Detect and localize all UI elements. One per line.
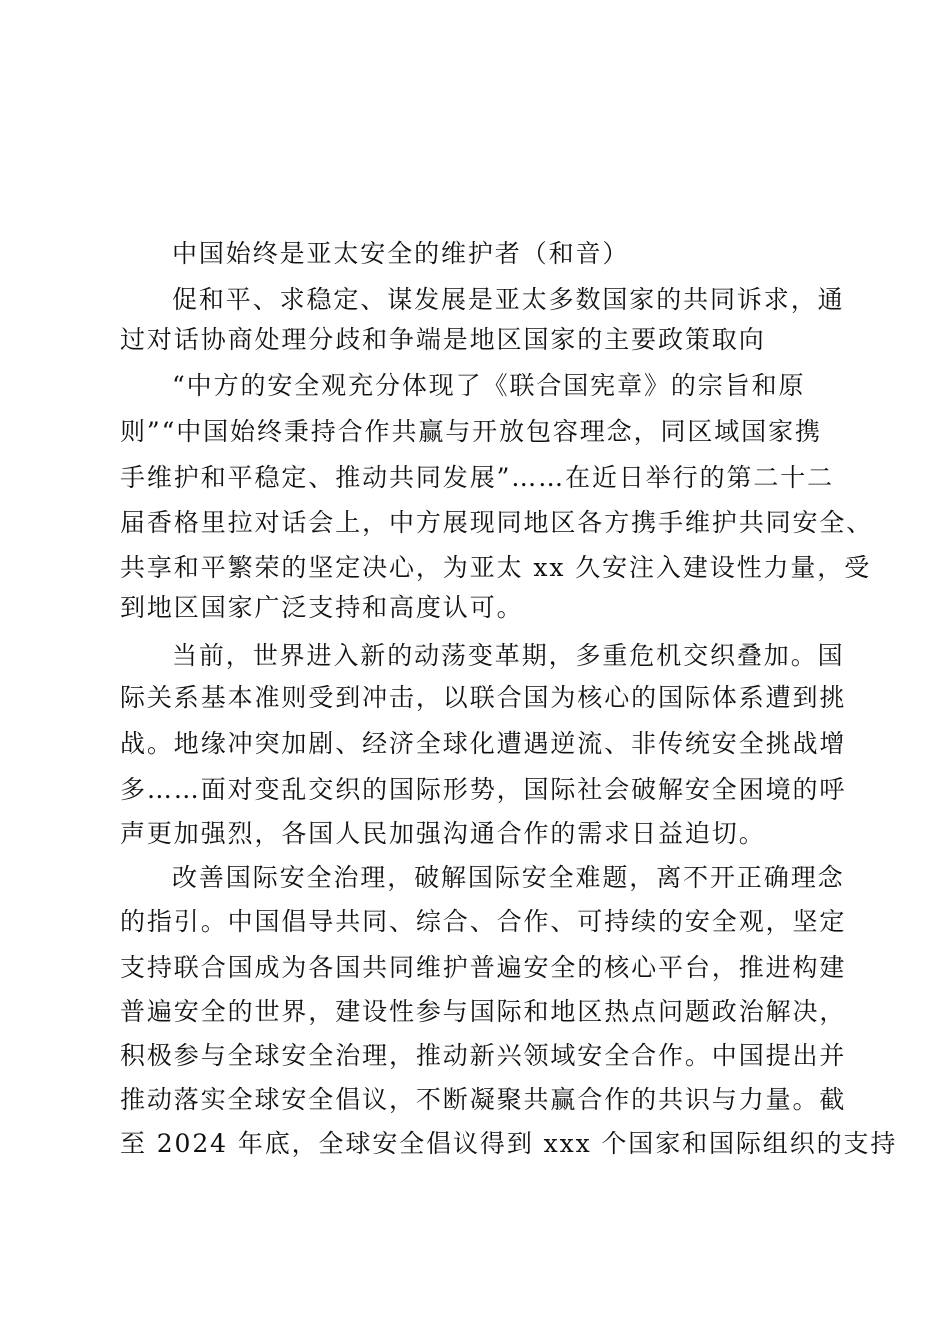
paragraph-4-line-6: 推动落实全球安全倡议，不断凝聚共赢合作的共识与力量。截 (120, 1085, 847, 1114)
paragraph-4-line-4: 普遍安全的世界，建设性参与国际和地区热点问题政治解决， (120, 997, 847, 1026)
paragraph-2-line-5: 共享和平繁荣的坚定决心，为亚太 xx 久安注入建设性力量，受 (120, 553, 872, 582)
paragraph-3-line-5: 声更加强烈，各国人民加强沟通合作的需求日益迫切。 (120, 819, 766, 848)
paragraph-4-line-1: 改善国际安全治理，破解国际安全难题，离不开正确理念 (172, 863, 845, 892)
paragraph-2-line-6: 到地区国家广泛支持和高度认可。 (120, 593, 524, 622)
paragraph-4-line-3: 支持联合国成为各国共同维护普遍安全的核心平台，推进构建 (120, 953, 847, 982)
paragraph-3-line-1: 当前，世界进入新的动荡变革期，多重危机交织叠加。国 (172, 641, 845, 670)
paragraph-3-line-3: 战。地缘冲突加剧、经济全球化遭遇逆流、非传统安全挑战增 (120, 729, 847, 758)
paragraph-2-line-2: 则”“中国始终秉持合作共赢与开放包容理念，同区域国家携 (120, 417, 822, 446)
paragraph-3-line-2: 际关系基本准则受到冲击，以联合国为核心的国际体系遭到挑 (120, 683, 847, 712)
paragraph-1-line-2: 过对话协商处理分歧和争端是地区国家的主要政策取向 (120, 325, 766, 354)
paragraph-4-line-5: 积极参与全球安全治理，推动新兴领域安全合作。中国提出并 (120, 1041, 847, 1070)
paragraph-4-line-7: 至 2024 年底，全球安全倡议得到 xxx 个国家和国际组织的支持 (120, 1129, 898, 1158)
paragraph-3-line-4: 多……面对变乱交织的国际形势，国际社会破解安全困境的呼 (120, 775, 847, 804)
paragraph-1-line-1: 促和平、求稳定、谋发展是亚太多数国家的共同诉求，通 (172, 285, 845, 314)
paragraph-2-line-1: “中方的安全观充分体现了《联合国宪章》的宗旨和原 (172, 371, 806, 400)
paragraph-2-line-3: 手维护和平稳定、推动共同发展”……在近日举行的第二十二 (120, 463, 835, 492)
paragraph-2-line-4: 届香格里拉对话会上，中方展现同地区各方携手维护共同安全、 (120, 508, 874, 537)
document-title: 中国始终是亚太安全的维护者（和音） (172, 239, 630, 268)
paragraph-4-line-2: 的指引。中国倡导共同、综合、合作、可持续的安全观，坚定 (120, 907, 847, 936)
